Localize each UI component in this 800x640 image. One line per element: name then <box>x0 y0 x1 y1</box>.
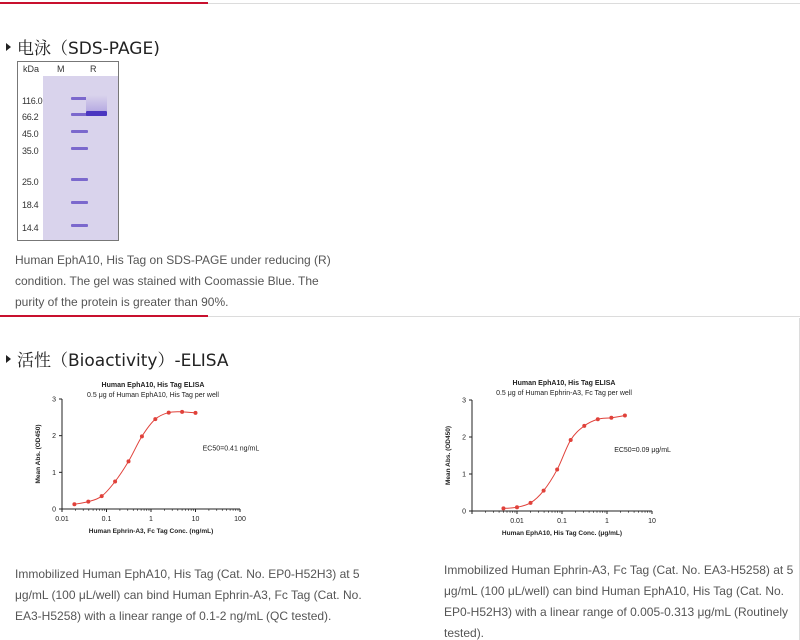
sds-page-caption: Human EphA10, His Tag on SDS-PAGE under reducing (R) condition. The gel was stained with Coomassie Blue. The purity of the protein is greater than 90%. <box>15 253 331 309</box>
elisa-1-caption: Immobilized Human EphA10, His Tag (Cat. No. EP0-H52H3) at 5 μg/mL (100 μL/well) can bind Human Ephrin-A3, Fc Tag (Cat. No. EA3-H5258) with a linear range of 0.1-2 ng/mL (QC tested). <box>15 567 362 623</box>
gel-kda-label: kDa <box>23 64 40 74</box>
elisa-chart-1-svg <box>20 378 300 548</box>
data-point <box>140 434 144 438</box>
data-point <box>113 480 117 484</box>
data-point <box>72 502 76 506</box>
ladder-label: 35.0 <box>22 146 39 156</box>
data-point <box>582 424 586 428</box>
marker-band <box>71 201 88 204</box>
y-tick-label: 3 <box>52 396 56 404</box>
fit-curve <box>74 412 195 505</box>
y-tick-label: 2 <box>462 434 466 442</box>
section-divider <box>0 316 800 317</box>
marker-band <box>71 147 88 150</box>
data-point <box>127 459 131 463</box>
x-tick-label: 0.1 <box>557 518 567 525</box>
data-point <box>542 489 546 493</box>
data-point <box>623 414 627 418</box>
gel-marker-lane-label: M <box>57 64 65 74</box>
y-tick-label: 1 <box>52 469 56 477</box>
data-point <box>86 500 90 504</box>
ladder-label: 45.0 <box>22 129 39 139</box>
chart-subtitle: 0.5 μg of Human EphA10, His Tag per well <box>87 392 219 399</box>
x-tick-label: 10 <box>191 516 200 523</box>
gel-reducing-lane-label: R <box>90 64 97 74</box>
bullet-arrow-icon <box>6 355 11 363</box>
bioactivity-heading <box>6 346 229 371</box>
ladder-label: 66.2 <box>22 112 39 122</box>
data-point <box>555 468 559 472</box>
data-point <box>529 501 533 505</box>
sample-smear <box>86 95 107 111</box>
elisa-chart-2 <box>430 376 710 546</box>
x-tick-label: 0.1 <box>101 516 112 523</box>
top-divider <box>0 3 800 4</box>
bullet-arrow-icon <box>6 43 11 51</box>
ladder-label: 116.0 <box>22 96 43 106</box>
x-tick-label: 1 <box>605 518 609 525</box>
sds-page-heading <box>6 34 160 59</box>
x-axis-label: Human Ephrin-A3, Fc Tag Conc. (ng/mL) <box>88 528 214 535</box>
elisa-2-caption: Immobilized Human Ephrin-A3, Fc Tag (Cat. No. EA3-H5258) at 5 μg/mL (100 μL/well) can bind Human EphA10, His Tag (Cat. No. EP0-H52H3) with a linear range of 0.005-0.313 μg/mL (Routinely tested). <box>444 563 794 640</box>
y-axis-label: Mean Abs. (OD450) <box>445 426 452 485</box>
data-point <box>167 411 171 415</box>
elisa-chart-1 <box>20 378 300 548</box>
section-divider-accent <box>0 315 208 317</box>
sample-band <box>86 111 107 116</box>
data-point <box>180 410 184 414</box>
x-tick-label: 100 <box>234 516 246 523</box>
x-tick-label: 1 <box>149 516 153 523</box>
data-point <box>515 505 519 509</box>
y-tick-label: 1 <box>462 471 466 479</box>
sds-page-gel-image <box>17 61 119 241</box>
data-point <box>569 438 573 442</box>
data-point <box>153 417 157 421</box>
chart-title: Human EphA10, His Tag ELISA <box>101 382 205 389</box>
y-tick-label: 3 <box>462 397 466 405</box>
x-tick-label: 10 <box>648 518 656 525</box>
ec50-annotation: EC50=0.41 ng/mL <box>202 445 260 453</box>
ladder-label: 14.4 <box>22 223 39 233</box>
y-tick-label: 2 <box>52 433 56 441</box>
top-divider-accent <box>0 2 208 4</box>
ladder-label: 25.0 <box>22 177 39 187</box>
gel-header <box>18 62 118 76</box>
data-point <box>100 494 104 498</box>
ec50-annotation: EC50=0.09 μg/mL <box>614 447 671 455</box>
y-tick-label: 0 <box>462 508 466 516</box>
elisa-chart-2-svg <box>430 376 710 546</box>
chart-title: Human EphA10, His Tag ELISA <box>512 380 616 387</box>
x-axis-label: Human EphA10, His Tag Conc. (μg/mL) <box>501 530 623 537</box>
data-point <box>501 506 505 510</box>
marker-band <box>71 178 88 181</box>
marker-band <box>71 130 88 133</box>
chart-subtitle: 0.5 μg of Human Ephrin-A3, Fc Tag per well <box>496 390 632 397</box>
data-point <box>596 417 600 421</box>
bioactivity-title: 活性（Bioactivity）-ELISA <box>17 351 229 371</box>
y-tick-label: 0 <box>52 506 56 514</box>
x-tick-label: 0.01 <box>510 518 524 525</box>
x-tick-label: 0.01 <box>55 516 69 523</box>
marker-band <box>71 224 88 227</box>
data-point <box>194 411 198 415</box>
sds-page-title: 电泳（SDS-PAGE) <box>17 39 160 59</box>
data-point <box>609 416 613 420</box>
ladder-label: 18.4 <box>22 200 39 210</box>
y-axis-label: Mean Abs. (OD450) <box>35 424 42 484</box>
fit-curve <box>503 416 624 509</box>
gel-lanes <box>43 76 118 240</box>
